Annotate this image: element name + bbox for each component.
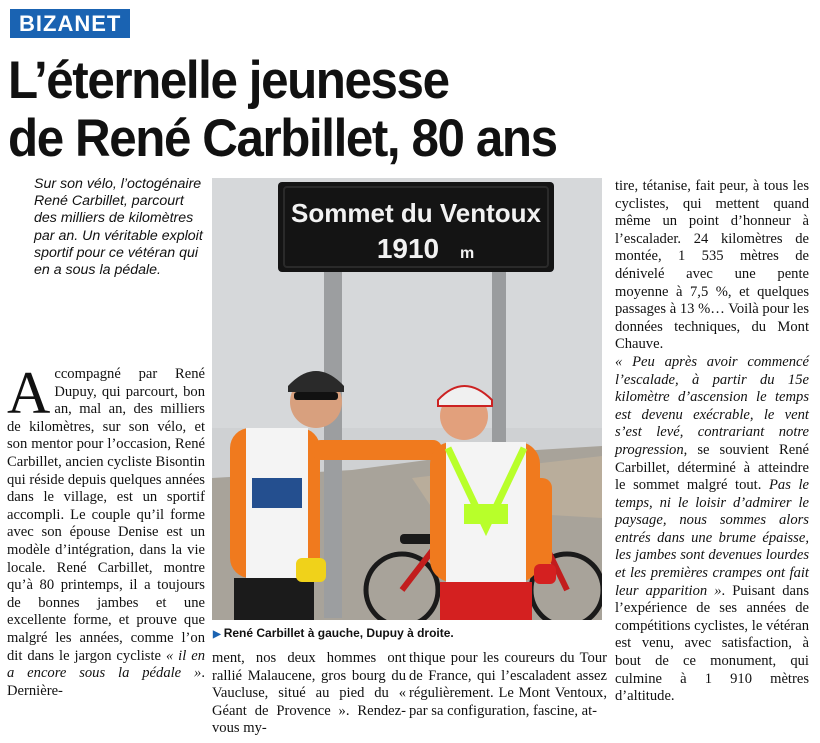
col1-text: ccompagné par René Dupuy, qui parcourt, bon an, mal an, des milliers de kilomètres, sur son vélo, et son mentor pour l’occasion, René Carbillet, ancien cycliste Bisontin qui réside depuis quelques années dans le village, est un sportif accompli. Le couple qu’il forme avec son épouse Denise est un modèle d’intégration, dans la vie locale. René Carbillet, montre qu’à 80 printemps, il a toujours de bonnes jambes et une excellente forme, et prouve que malgré les années, comme l’on dit dans le jargon cycliste [7, 366, 205, 664]
sign-line-2: 1910 [376, 233, 440, 264]
body-column-3 [409, 650, 607, 720]
col4-mid: , se souvient René Carbillet, déterminé à atteindre le sommet malgré tout. [615, 441, 809, 494]
body-column-4 [615, 178, 809, 706]
col4-paragraph-1: tire, tétanise, fait peur, à tous les cyclistes, qui mettent quand même un point d’honneur à l’escalader. 24 kilomètres de montée, 1 535 mètres de dénivelé avec une pente moyenne à 7,5 %, et quelques passages à 13 %… Voilà pour les données techniques, du Mont Chauve. [615, 178, 810, 353]
headline-line-1: L’éternelle jeunesse [8, 51, 449, 110]
sign-unit: m [460, 245, 475, 262]
drop-cap: A [7, 360, 51, 426]
section-tag: BIZANET [10, 9, 130, 38]
col4-paragraph-2 [615, 354, 809, 706]
headline [8, 52, 808, 168]
sign-line-1: Sommet du Ventoux [291, 198, 541, 228]
body-column-2 [212, 650, 406, 738]
photo-caption [213, 626, 607, 642]
col4-quote-2: Pas le temps, ni le loisir d’admirer le paysage, nous sommes alors entrés dans une brume épaisse, les jambes sont devenues lourdes et les premières crampes ont fait leur apparition » [615, 477, 809, 599]
caption-arrow-icon: ▶ [213, 629, 221, 640]
col1-quote: « il en a encore sous la pédale » [7, 647, 205, 682]
col1-end: . Dernière- [7, 665, 205, 699]
col4-quote-1: « Peu après avoir commencé l’escalade, à partir du 15e kilomètre d’ascension le temps est devenu exécrable, le vent s’est levé, contrariant notre progression [615, 353, 809, 458]
body-column-1 [7, 360, 205, 700]
summit-photo [212, 178, 602, 620]
caption-text: René Carbillet à gauche, Dupuy à droite. [223, 626, 454, 640]
body-paragraph [7, 360, 205, 700]
headline-line-2: de René Carbillet, 80 ans [8, 109, 557, 168]
photo-illustration [212, 178, 602, 620]
col3-text: thique pour les coureurs du Tour de France, qui l’escaladent assez régulièrement. Le Mont Ventoux, par sa configuration, fascine, at- [409, 650, 607, 719]
lede: Sur son vélo, l’octogénaire René Carbillet, parcourt des milliers de kilomètres par an. Un véritable exploit sportif pour ce vétéran qui en a sous la pédale. [34, 176, 203, 279]
col4-end: . Puisant dans l’expérience de ses années de compétitions cyclistes, le vétéran est venu, avec satisfaction, à bout de ce monument, qui culmine à 1 910 mètres d’altitude. [615, 582, 809, 705]
col2-text: ment, nos deux hommes ont rallié Malaucene, gros bourg du Vaucluse, situé au pied du « Géant de Provence ». Rendez-vous my- [212, 650, 406, 737]
